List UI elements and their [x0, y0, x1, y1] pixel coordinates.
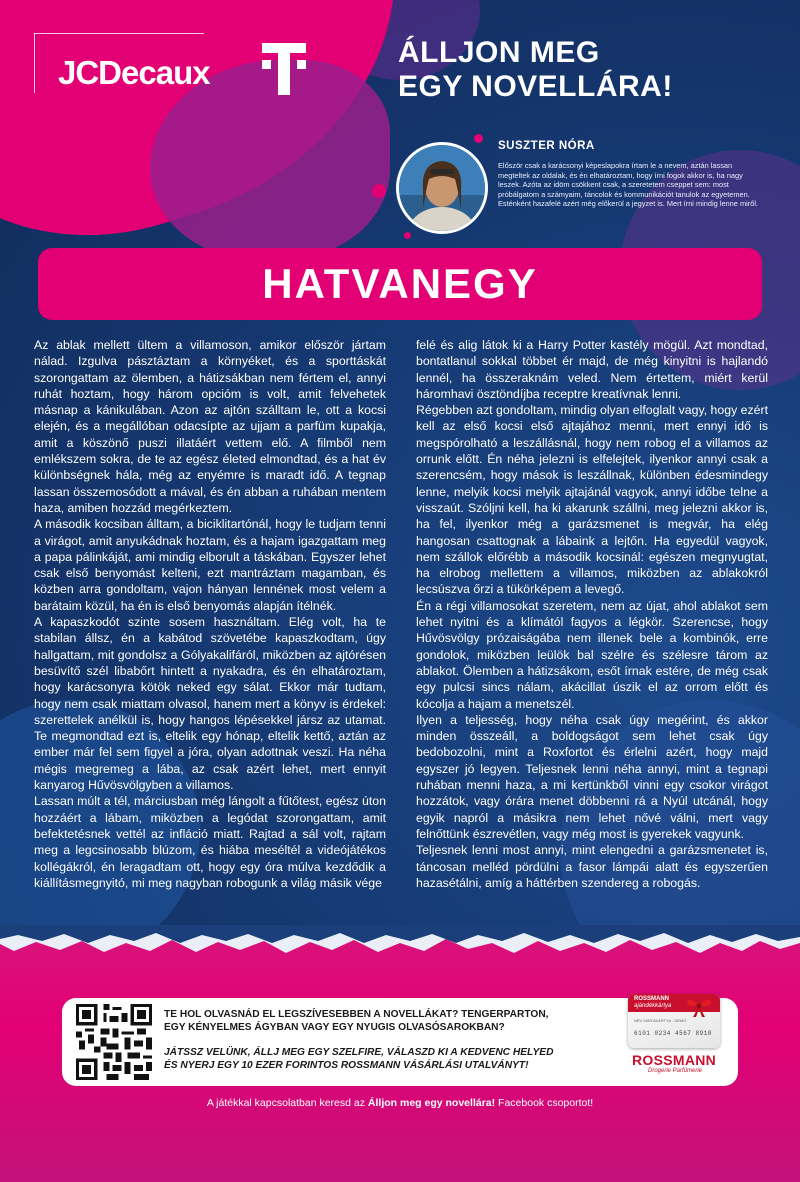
story-column-right [416, 337, 768, 891]
gift-card-brand: ROSSMANN [634, 996, 670, 1002]
gift-card-number: 6101 0234 4567 8910 [634, 1030, 712, 1037]
gift-card-label: NÉV MINTAKÁRTYA - DEMO [634, 1018, 687, 1023]
story-paragraph: Teljesnek lenni most annyi, mint elengedni a garázsmenetet is, táncosan melléd pördülni a fasor lámpái alatt és egyszerűen hazasétálni, amíg a háttérben szendereg a robogás. [416, 843, 768, 890]
gift-card [628, 994, 720, 1048]
promo-question [164, 1008, 584, 1034]
author-photo [399, 145, 485, 231]
headline-line: ÁLLJON MEG [398, 36, 600, 69]
ribbon-bow-icon [684, 996, 714, 1018]
promo-text-line: ÉS NYERJ EGY 10 EZER FORINTOS ROSSMANN VÁSÁRLÁSI UTALVÁNYT! [164, 1060, 529, 1071]
author-portrait [396, 142, 488, 234]
promo-box [62, 998, 738, 1086]
gift-card-type: ajándékkártya [634, 1003, 672, 1009]
story-paragraph: Én a régi villamosokat szeretem, nem az újat, ahol ablakot sem lehet nyitni és a klímától fagyos a légkör. Szerencse, hogy Hűvösvölgy prózaiságába nem illenek bele a kombinók, erre gondolok, miközben leülök bal szélre és szélesre tárom az ablakot. Ölemben a hátizsákom, esőt írnak estére, de még csak egy pulcsi sincs nálam, akácillat úszik el az orrom előtt és kócolja a hajam a menetszél. [416, 598, 768, 711]
qr-code-icon[interactable] [76, 1004, 152, 1080]
author-bio: Először csak a karácsonyi képeslapokra írtam le a nevem, aztán lassan megteltek az oldalak, és én elhatároztam, hogy írni fogok akkor is, ha nagy leszek. Azóta az idöm csökkent csak, a szeretetem cseppet sem: most próbálgatom a számyaim, táncolok és kommunikációt tanulok az egyetemen. Esténként hazafelé azért még előkerül a jegyzet is. Mert írni mindig lenne miről. [498, 161, 759, 209]
headline-line: EGY NOVELLÁRA! [398, 70, 673, 103]
story-title-bar [38, 248, 762, 320]
bg-dot [474, 134, 483, 143]
telekom-logo-icon [262, 43, 306, 95]
story-paragraph: A második kocsiban álltam, a biciklitartónál, hogy le tudjam tenni a virágot, amit anyukádnak hoztam, és a hajam igazgattam meg a papa pálinkáját, ami mindig elborult a táskában. Egyszer lehet csak első benyomást kelteni, ezt mantráztam magamban, és közben arra gondoltam, vajon hányan lennének most velem a barátaim közül, ha én is első benyomás alapján ítélnék. [34, 517, 386, 613]
footer-note [0, 1097, 800, 1109]
footer-text: A játékkal kapcsolatban keresd az [206, 1097, 368, 1109]
footer-text: Facebook csoportot! [495, 1097, 594, 1109]
rossmann-tagline: Drogerie Parfümerie [648, 1068, 703, 1074]
story-paragraph: Az ablak mellett ültem a villamoson, amikor először jártam nálad. Izgulva pásztáztam a környéket, és a sporttáskát szorongattam az ölemben, a hátizsákban nem fértem el, annyi ruhát hoztam, hogy három opcióm is volt, amit felvehetek másnap a kánikulában. Azon az ajtón szálltam le, ott a kocsi elején, és a megállóban odacsípte az ujjam a parfüm kupakja, amit a köszönő puszi illatáért vettem elő. A filmből nem emlékszem sokra, de te az egész életed elmondtad, és a hat év különbségnek hála, még az enyémre is maradt idő. A tegnap lassan összemosódott a mával, és én abban a ruhában mentem haza, amiben hozzád megérkeztem. [34, 338, 386, 515]
bg-dot [404, 232, 411, 239]
bg-dot [372, 184, 386, 198]
promo-cta [164, 1046, 594, 1072]
promo-text-line: TE HOL OLVASNÁD EL LEGSZÍVESEBBEN A NOVELLÁKAT? TENGERPARTON, [164, 1009, 549, 1020]
story-paragraph: Ilyen a teljesség, hogy néha csak úgy megérint, és akkor minden összeáll, a boldogságot sem lehet csak úgy bedobozolni, mint a Roxfortot és érlelni azért, hogy majd egyszer jó legyen. Teljesnek lenni néha annyi, mint a tegnapi ruhában menni haza, a mi kertünkből vinni egy csokor virágot hozzátok, vagy órára menet döbbenni rá a Nyúl utcánál, hogy egyik napról a másikra nem lehet nővé válni, mert vagy felnőttünk észrevétlen, vagy még most is gyerekek vagyunk. [416, 712, 768, 841]
page-headline [398, 36, 673, 104]
decor-line [34, 33, 35, 93]
story-paragraph: Régebben azt gondoltam, mindig olyan elfoglalt vagy, hogy ezért kell az első kocsi első ajtajához menni, mert ennyi idő is megspórolható a leszállásnál, hogy nem robog el a villamos az orrunk előtt. Én néha jelezni is elfelejtek, ilyenkor annyi csak a szerencsém, hogy mások is leszállnak, különben édesmindegy lenne, melyik kocsi melyik ajtajánál vagyok, annyi időbe telne a visszaút. Szóljni kell, ha ki akarunk szállni, meg jelezni akkor is, ha fel, ilyenkor még a garázsmenet is megvár, ha elég hangosan csattognak a lábaink a lejtőn. Ha egyedül vagyok, nem szállok előrébb a második kocsinál: egészen megnyugtat, ha elrobog mellettem a villamos, miközben az ablakokról lecsúszva őrzi a tükörképem a levegő. [416, 403, 768, 597]
story-paragraph: felé és alig látok ki a Harry Potter kastély mögül. Azt mondtad, bontatlanul sokkal többet ér majd, de még kinyitni is hajlandó lennél, ha összeraknám veled. Nem értettem, miért kerül háromhavi ösztöndíjba receptre kreatívnak lenni. [416, 338, 768, 401]
story-paragraph: A kapaszkodót szinte sosem használtam. Elég volt, ha te stabilan állsz, én a kabátod szövetébe kapaszkodtam, úgy hallgattam, mit gondolsz a Gólyakalifáról, miközben az ajtórésen besüvítő szél libabőrt hintett a nyakadra, és én elhatároztam, hogy karácsonyra kötök neked egy sálat. Ekkor már tudtam, hogy nem csak miattam olvasol, hanem mert a könyv is érdekel: szerettelek anélkül is, hogy hangos lépésekkel jársz az utamat. Te megmondtad ezt is, eltelik egy hónap, eltelik kettő, aztán az ember már fel sem figyel a jóra, olyan adottnak veszi. Ha néha mégis megremeg a lába, az csak azért lehet, mert ennyit kanyarog Hűvösvölgyben a villamos. [34, 615, 386, 793]
story-title: HATVANEGY [262, 260, 538, 307]
story-column-left [34, 337, 386, 891]
promo-text-line: EGY KÉNYELMES ÁGYBAN VAGY EGY NYUGIS OLVASÓSAROKBAN? [164, 1022, 505, 1033]
decor-line [34, 33, 204, 34]
jcdecaux-logo: JCDecaux [58, 54, 210, 91]
promo-text-line: JÁTSSZ VELÜNK, ÁLLJ MEG EGY SZELFIRE, VÁLASZD KI A KEDVENC HELYED [164, 1047, 554, 1058]
story-paragraph: Lassan múlt a tél, márciusban még lángolt a fűtőtest, egész úton hozzáért a lábam, miközben a legódat szorongattam, amit befektetésnek vettél az infláció miatt. Rajtad a sál volt, rajtam meg a legcsinosabb blúzom, és hiába meséltél a videójátékos kollégákról, én leragadtam ott, hogy egy óra múlva kezdődik a kiállításmegnyitó, mi meg nagyban robogunk a világ másik vége [34, 794, 386, 890]
author-name: SUSZTER NÓRA [498, 140, 595, 152]
facebook-group-name: Álljon meg egy novellára! [367, 1097, 496, 1109]
torn-paper-edge [0, 925, 800, 965]
rossmann-logo: ROSSMANN [632, 1052, 717, 1068]
